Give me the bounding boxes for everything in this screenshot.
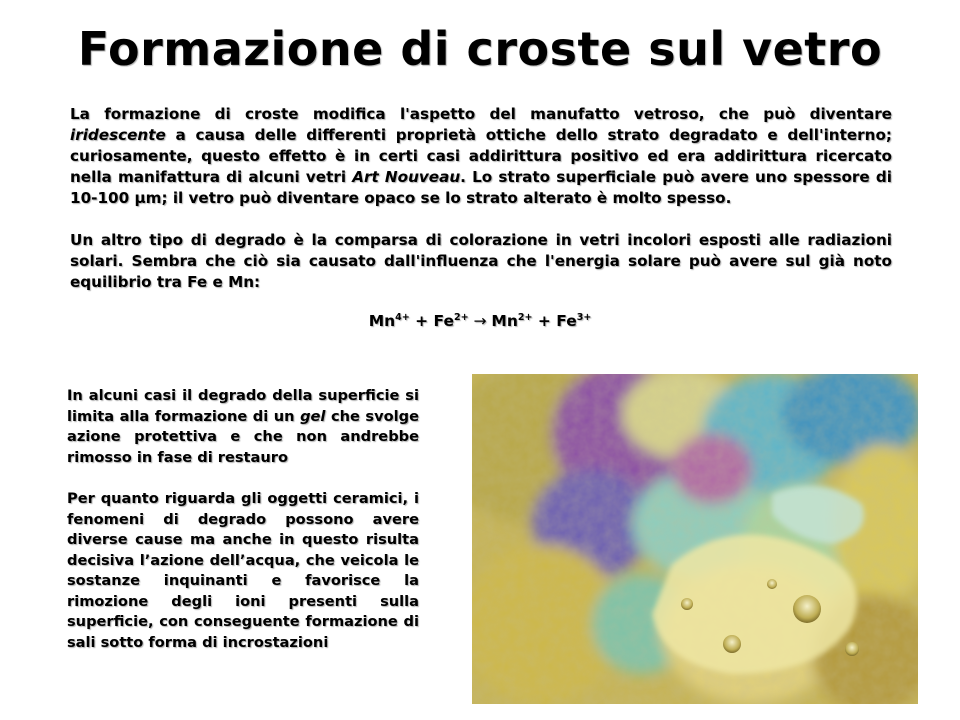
eq-plus: + — [532, 312, 557, 330]
paragraph-coloration: Un altro tipo di degrado è la comparsa di colorazione in vetri incolori esposti alle radiazioni solari. Sembra che ciò sia causato dall'influenza che l'energia solare può avere sul già noto equilibrio tra Fe e Mn: — [70, 231, 892, 291]
italic-term-iridescente: iridescente — [70, 126, 166, 144]
text-run: a causa delle differenti proprietà ottiche dello strato degradato e dell'interno; curiosamente, questo effetto è in certi casi addirittura positivo ed era addirittura ricercato nella manifattura di alcuni vetri — [70, 126, 892, 186]
eq-plus: + — [409, 312, 434, 330]
eq-charge: 4+ — [395, 312, 410, 323]
eq-mn-left: Mn — [368, 312, 396, 330]
italic-term-art-nouveau: Art Nouveau — [352, 168, 461, 186]
iridescent-glass-photo — [472, 374, 918, 704]
text-run: che svolge azione protettiva e che non andrebbe rimosso in fase di restauro — [67, 407, 419, 466]
eq-charge: 3+ — [576, 312, 592, 323]
eq-charge: 2+ — [454, 312, 469, 323]
paragraph-ceramics: Per quanto riguarda gli oggetti ceramici, i fenomeni di degrado possono avere diverse cause ma anche in questo risulta decisiva l’azione dell’acqua, che veicola le sostanze inquinanti e favorisce la rimozione degli ioni presenti sulla superficie, con conseguente formazione di sali sotto forma di incrostazioni — [67, 490, 419, 651]
eq-charge: 2+ — [517, 312, 533, 323]
italic-term-gel: gel — [300, 407, 326, 425]
eq-fe-right: Fe — [556, 312, 577, 330]
redox-equation — [0, 312, 960, 330]
text-run: ; il vetro può diventare opaco se lo strato alterato è molto spesso. — [161, 189, 732, 207]
eq-fe-left: Fe — [433, 312, 454, 330]
text-run: La formazione di croste modifica l'aspetto del manufatto vetroso, che può diventare — [70, 105, 892, 123]
unit-micrometer: μm — [134, 189, 162, 207]
paragraph-crust-formation — [70, 104, 892, 209]
paragraph-gel — [67, 386, 419, 468]
slide-title: Formazione di croste sul vetro — [77, 22, 883, 76]
text-run: . Lo strato superficiale può avere uno spessore di 10-100 — [70, 168, 892, 207]
eq-mn-right: Mn — [491, 312, 518, 330]
text-run: In alcuni casi il degrado della superficie si limita alla formazione di un — [67, 387, 419, 425]
eq-arrow-icon: → — [468, 312, 492, 330]
glass-surface-image — [472, 374, 918, 704]
